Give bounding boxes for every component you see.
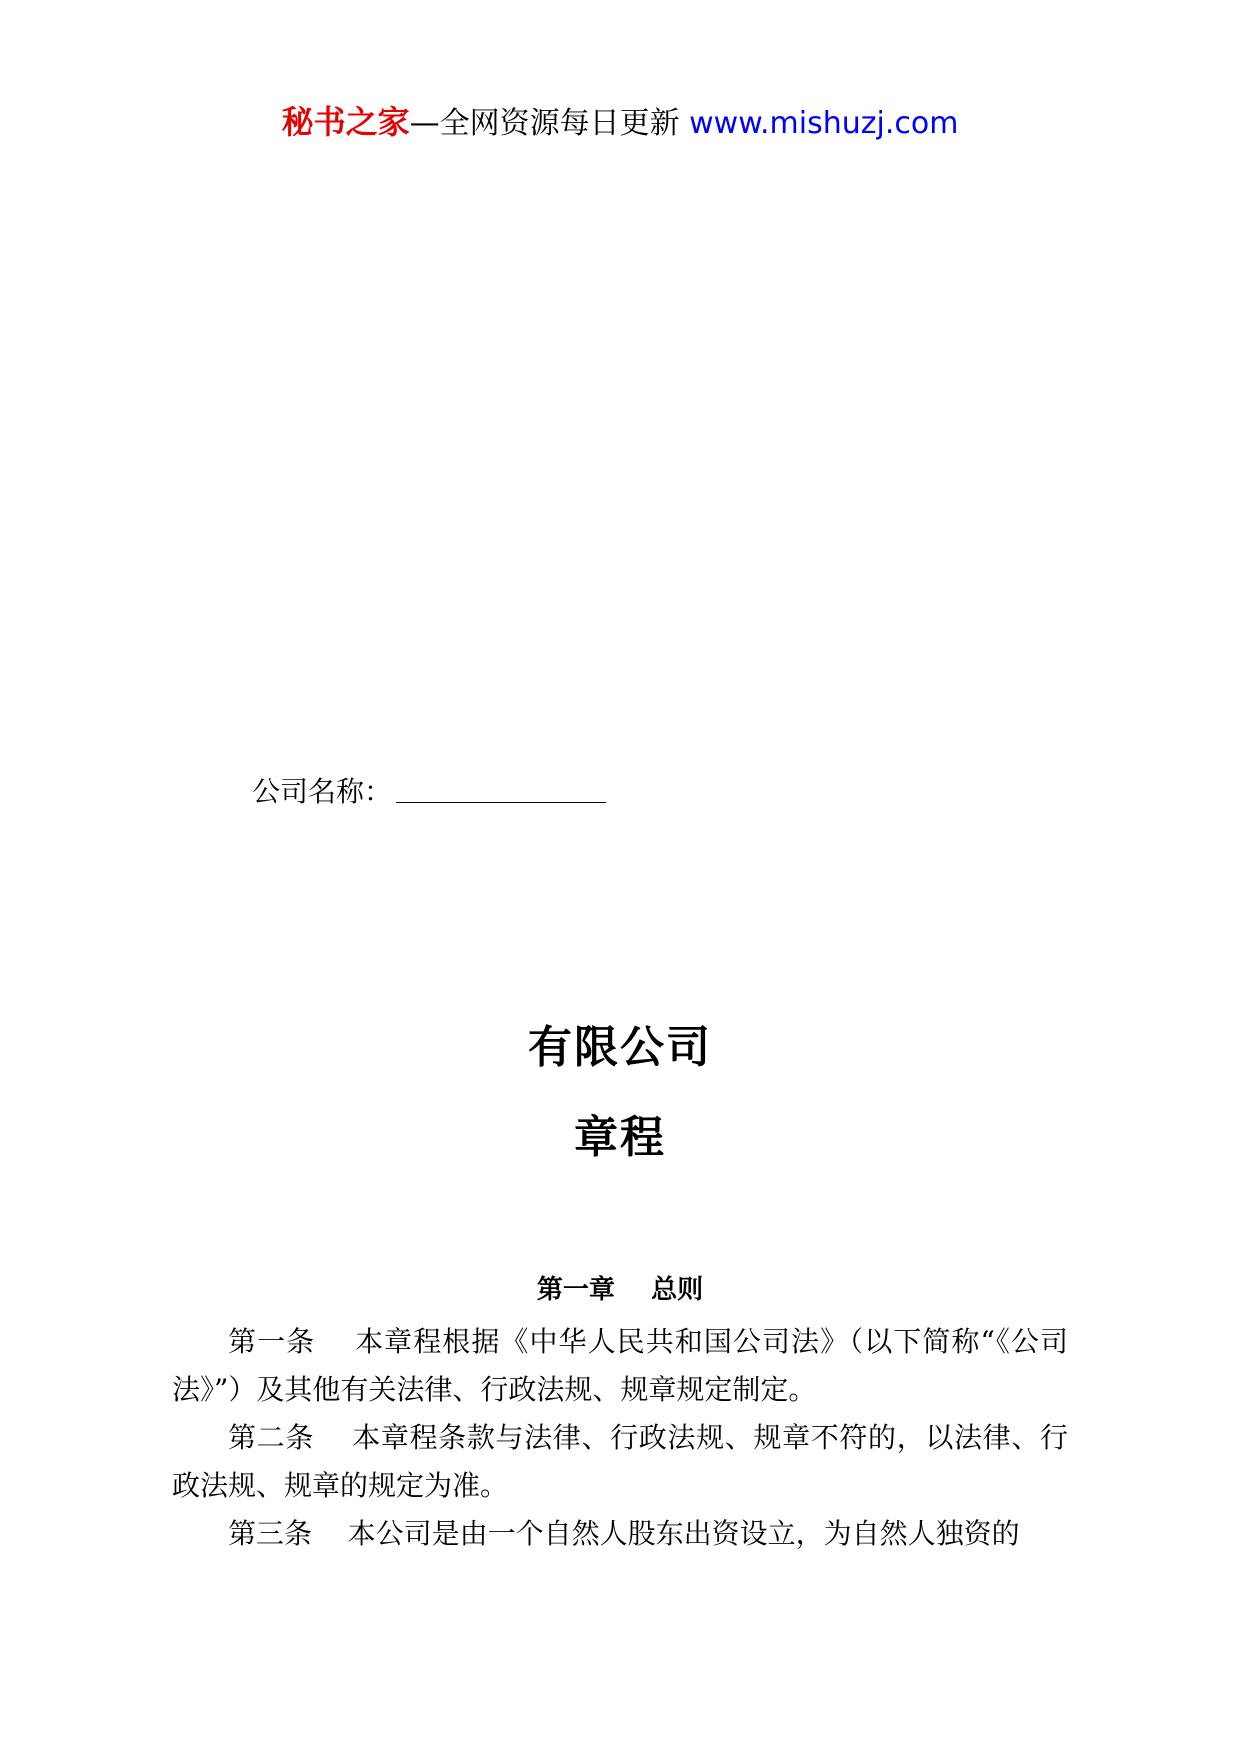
- article-3-label: 第三条: [228, 1517, 348, 1550]
- site-brand: 秘书之家: [281, 103, 410, 141]
- article-1-text: 本章程根据《中华人民共和国公司法》（以下简称“《公司法》”）及其他有关法律、行政法规、规章规定制定。: [172, 1325, 1068, 1406]
- site-tagline: —全网资源每日更新: [409, 106, 680, 141]
- site-header: [0, 100, 1240, 146]
- article-3-text: 本公司是由一个自然人股东出资设立，为自然人独资的: [347, 1517, 1020, 1550]
- document-title-line1: 有限公司: [528, 1022, 712, 1073]
- article-3: [172, 1510, 1068, 1558]
- chapter-title: 第一章 总则: [536, 1275, 704, 1305]
- document-title-line2: 章程: [574, 1112, 666, 1163]
- company-name-label: 公司名称：: [252, 775, 393, 808]
- article-1-label: 第一条: [228, 1325, 356, 1358]
- document-body: [172, 1318, 1068, 1558]
- company-name-blank: [396, 774, 606, 803]
- company-name-field: [252, 772, 606, 812]
- article-2: [172, 1414, 1068, 1510]
- article-1: [172, 1318, 1068, 1414]
- site-url-link[interactable]: www.mishuzj.com: [689, 106, 959, 141]
- article-2-text: 本章程条款与法律、行政法规、规章不符的，以法律、行政法规、规章的规定为准。: [172, 1421, 1068, 1502]
- article-2-label: 第二条: [228, 1421, 353, 1454]
